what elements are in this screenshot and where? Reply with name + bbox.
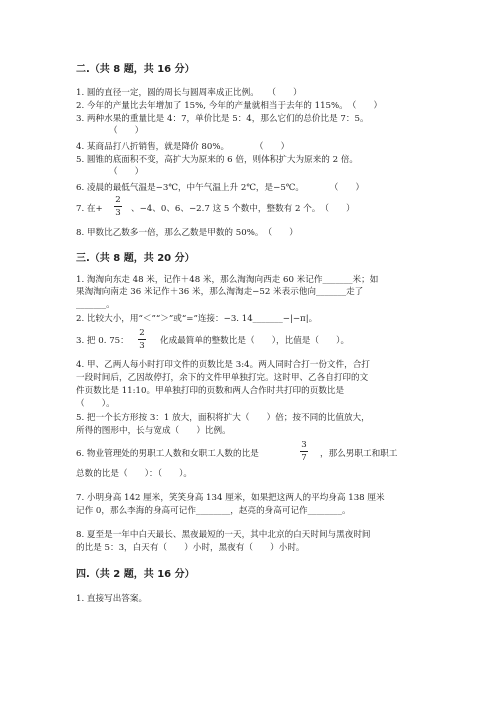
s3-question-1-line2: 果淘淘向南走 36 米记作＋36 米，那么淘淘走−52 米表示他向_______走了 (76, 287, 364, 297)
s2-question-2: 2. 今年的产量比去年增加了 15%, 今年的产量就相当于去年的 115%。 （ ） (76, 101, 383, 111)
s2-question-7-prefix: 7. 在+ (76, 204, 103, 214)
s3-question-4-line3: 件页数比是 11:10。甲单独打印的页数和两人合作时共打印的页数比是 (76, 386, 345, 396)
s3-question-7-line1: 7. 小明身高 142 厘米，笑笑身高 134 厘米，如果把这两人的平均身高 138 厘米 (76, 493, 385, 503)
s2-question-3-answer: （ ） (109, 126, 144, 136)
s3-question-1-line1: 1. 淘淘向东走 48 米，记作＋48 米，那么淘淘向西走 60 米记作_______米；如 (76, 275, 379, 285)
s3-question-3-prefix: 3. 把 0. 75： (76, 336, 129, 346)
s2-question-1: 1. 圆的直径一定，圆的周长与圆周率成正比例。 （ ） (76, 88, 302, 98)
s3-question-4-line1: 4. 甲、乙两人每小时打印文件的页数比是 3:4。两人同时合打一份文件，合打 (76, 360, 370, 370)
fraction-numerator: 3 (301, 440, 307, 450)
s3-question-5-line2: 所得的图形中，长与宽成（ ）比例。 (76, 426, 231, 436)
s2-question-6: 6. 凌晨的最低气温是−3℃，中午气温上升 2℃，是−5℃。 （ ） (76, 183, 365, 193)
s3-question-4-line2: 一段时间后，乙因故停打，余下的文件甲单独打完。这时甲、乙各自打印的文 (76, 373, 369, 383)
s3-question-2: 2. 比较大小，用“＜”“＞”或“=”连接：−3. 14_______−|−π|。 (76, 314, 318, 324)
section-3-heading: 三.（共 8 题，共 20 分） (76, 253, 195, 264)
fraction-numerator: 2 (115, 195, 121, 205)
s4-question-1: 1. 直接写出答案。 (76, 594, 148, 604)
s3-question-7-line2: 记作 0，那么李海的身高可记作________，赵亮的身高可记作________。 (76, 506, 351, 516)
fraction-denominator: 3 (139, 341, 145, 351)
s3-question-1-line3: _______。 (76, 300, 115, 310)
s2-question-3: 3. 两种水果的重量比是 4：7，单价比是 5：4，那么它们的总价比是 7：5。 (76, 114, 369, 124)
s3-question-6: ，那么男职工和职工 (320, 449, 398, 459)
s3-question-8-line1: 8. 夏至是一年中白天最长、黑夜最短的一天，其中北京的白天时间与黑夜时间 (76, 530, 371, 540)
s3-question-6-fraction (299, 440, 309, 463)
fraction-denominator: 7 (301, 453, 307, 463)
fraction-bar (300, 451, 308, 452)
fraction-numerator: 2 (139, 328, 145, 338)
fraction-bar (138, 339, 146, 340)
s2-question-5: 5. 圆锥的底面积不变，高扩大为原来的 6 倍，则体积扩大为原来的 2 倍。 (76, 155, 359, 165)
section-4-heading: 四.（共 2 题，共 16 分） (76, 569, 195, 580)
s3-question-8-line2: 的比是 5：3，白天有（ ）小时，黑夜有（ ）小时。 (76, 543, 305, 553)
s3-question-6-line2: 总数的比是（ ）：（ ）。 (76, 469, 193, 479)
fraction-bar (114, 206, 122, 207)
section-2-heading: 二.（共 8 题，共 16 分） (76, 64, 195, 75)
s2-question-7: 、−4、0、6、−2.7 这 5 个数中，整数有 2 个。 （ ） (131, 204, 355, 214)
s2-question-5-answer: （ ） (109, 167, 144, 177)
s2-question-7-fraction (113, 195, 123, 218)
s2-question-4: 4. 某商品打八折销售，就是降价 80%。 （ ） (76, 142, 290, 152)
s2-question-8: 8. 甲数比乙数多一倍，那么乙数是甲数的 50%。 （ ） (76, 228, 298, 238)
s3-question-5-line1: 5. 把一个长方形按 3：1 放大，面积将扩大（ ）倍；按不同的比值放大， (76, 413, 370, 423)
s3-question-3-fraction (137, 328, 147, 351)
fraction-denominator: 3 (115, 208, 121, 218)
s3-question-3: 化成最简单的整数比是（ ），比值是（ ）。 (160, 336, 350, 346)
s3-question-4-line4: （ ）。 (76, 399, 115, 409)
s3-question-6-prefix: 6. 物业管理处的男职工人数和女职工人数的比是 (76, 449, 259, 459)
